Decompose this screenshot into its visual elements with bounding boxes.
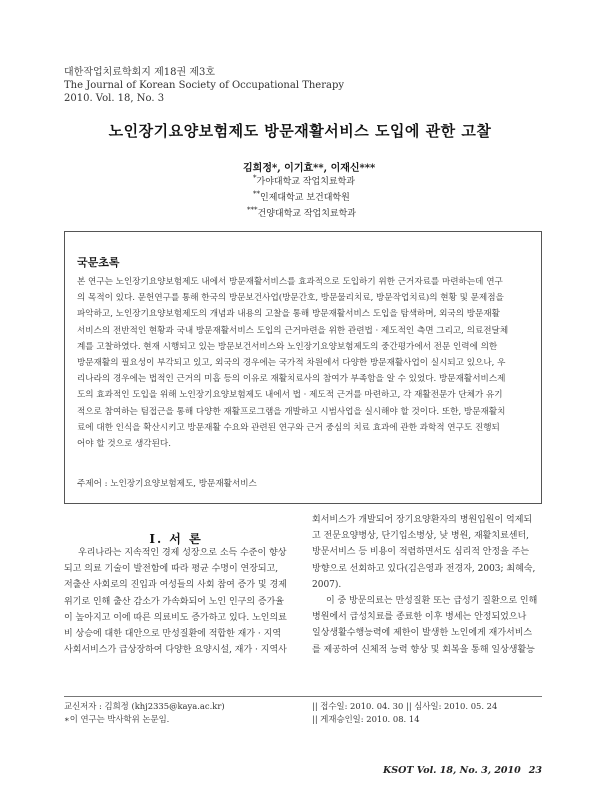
body-line: 고 전문요양병상, 단기입소병상, 낮 병원, 재활치료센터, (312, 531, 530, 542)
received-reviewed-dates: || 접수일: 2010. 04. 30 || 심사일: 2010. 05. 24 (312, 701, 498, 711)
body-line: 비 상승에 대한 대안으로 만성질환에 적합한 재가 · 지역 (64, 629, 282, 640)
abstract-line: 어야 할 것으로 생각된다. (77, 439, 171, 450)
abstract-line: 계를 고찰하였다. 현재 시행되고 있는 방문보건서비스와 노인장기요양보험제도의 중간평가에서 전문 인력에 의한 (77, 341, 498, 352)
body-line: 방문서비스 등 비용이 적렴하면서도 심리적 안정을 주는 (312, 547, 530, 558)
body-line: 2007). (312, 579, 342, 590)
body-line: 일상생활수행능력에 제한이 발생한 노인에게 재가서비스 (312, 628, 533, 639)
body-column-right (312, 512, 543, 658)
footer-journal: KSOT Vol. 18, No. 3, 2010 (382, 765, 521, 776)
journal-issue: 2010. Vol. 18, No. 3 (64, 93, 165, 104)
affiliation-3 (247, 206, 356, 219)
body-line: 방향으로 선회하고 있다(김은영과 전경자, 2003; 최혜숙, (312, 563, 536, 574)
body-line: 이 높아지고 이에 따른 의료비도 증가하고 있다. 노인의료 (64, 612, 287, 623)
affiliation-mark: *** (247, 206, 258, 214)
journal-korean-title: 대한작업치료학회지 제18권 제3호 (64, 67, 216, 78)
affiliation-text: 인제대학교 보건대학원 (260, 193, 350, 203)
abstract-line: 의 목적이 있다. 문헌연구를 통해 한국의 방문보건사업(방문간호, 방문물리치료, 방문작업치료)의 현황 및 문제점을 (77, 293, 504, 304)
footnote-right (312, 700, 497, 726)
journal-english-title: The Journal of Korean Society of Occupational Therapy (64, 80, 345, 91)
body-line: 저출산 사회로의 진입과 여성들의 사회 참여 증가 및 경제 (64, 580, 287, 591)
page-number: 23 (528, 765, 542, 776)
affiliation-text: 건양대학교 작업치료학과 (257, 209, 356, 219)
keywords: 주제어 : 노인장기요양보험제도, 방문재활서비스 (77, 479, 257, 489)
body-line: 이 중 방문의료는 만성질환 또는 급성기 질환으로 인해 (326, 596, 538, 607)
abstract-line: 도의 효과적인 도입을 위해 노인장기요양보험제도 내에서 법 · 제도적 근거를 마련하고, 각 재활전문가 단체가 유기 (77, 390, 503, 401)
affiliation-text: 가야대학교 작업치료학과 (256, 177, 355, 187)
abstract-heading: 국문초록 (77, 256, 120, 269)
affiliation-mark: * (253, 174, 257, 182)
thesis-note: ∗이 연구는 박사학위 논문임. (64, 714, 170, 724)
body-line: 를 제공하여 신체적 능력 향상 및 회복을 통해 일상생활능 (312, 644, 535, 655)
section-heading: I. 서 론 (149, 532, 203, 546)
body-column-left (64, 545, 288, 658)
body-line: 되고 의료 기술이 발전함에 따라 평균 수명이 연장되고, (64, 564, 279, 575)
footnote-divider (64, 696, 542, 697)
article-title: 노인장기요양보험제도 방문재활서비스 도입에 관한 고찰 (108, 122, 492, 140)
abstract-line: 리나라의 경우에는 법적인 근거의 미흡 등의 이유로 재활치료사의 참여가 부족함을 알 수 있었다. 방문재활서비스제 (77, 374, 506, 385)
affiliation-mark: ** (253, 190, 260, 198)
body-line: 병원에서 급성치료를 종료한 이후 병세는 안정되었으나 (312, 612, 527, 623)
affiliation-1 (253, 174, 355, 187)
abstract-line: 적으로 참여하는 팀접근을 통해 다양한 재활프로그램을 개발하고 시범사업을 실시해야 할 것이다. 또한, 방문재활치 (77, 406, 506, 417)
abstract-line: 본 연구는 노인장기요양보험제도 내에서 방문재활서비스를 효과적으로 도입하기 위한 근거자료를 마련하는데 연구 (77, 277, 503, 287)
affiliation-2 (253, 190, 350, 203)
accepted-date: || 게재승인일: 2010. 08. 14 (312, 714, 420, 724)
abstract-box (64, 231, 542, 504)
abstract-line: 파악하고, 노인장기요양보험제도의 개념과 내용의 고찰을 통해 방문재활서비스 도입을 탐색하며, 외국의 방문재활 (77, 309, 500, 320)
abstract-line: 서비스의 전반적인 현황과 국내 방문재활서비스 도입의 근거마련을 위한 관련법 · 제도적인 측면 그리고, 의료전달체 (77, 325, 509, 336)
journal-header (64, 66, 344, 105)
abstract-text (77, 274, 529, 452)
body-line: 위기로 인해 출산 감소가 가속화되어 노인 인구의 증가율 (64, 596, 284, 607)
body-line: 우리나라는 지속적인 경제 성장으로 소득 수준이 향상 (78, 548, 287, 558)
body-line: 회서비스가 개발되어 장기요양환자의 병원입원이 억제되 (312, 515, 533, 525)
page-footer (383, 765, 542, 776)
abstract-line: 방문재활의 필요성이 부각되고 있고, 외국의 경우에는 국가적 차원에서 다양한 방문재활사업이 실시되고 있으나, 우 (77, 358, 506, 369)
abstract-line: 료에 대한 인식을 확산시키고 방문재활 수요와 관련된 연구와 근거 중심의 치료 효과에 관한 과학적 연구도 진행되 (77, 422, 500, 433)
body-line: 사회서비스가 급상장하여 다양한 요양시설, 재가 · 지역사 (64, 645, 287, 656)
article-authors: 김희정*, 이기효**, 이재신*** (243, 163, 376, 174)
footnote-left (64, 700, 225, 726)
corresponding-author: 교신저자 : 김희정 (khj2335@kaya.ac.kr) (64, 701, 225, 711)
